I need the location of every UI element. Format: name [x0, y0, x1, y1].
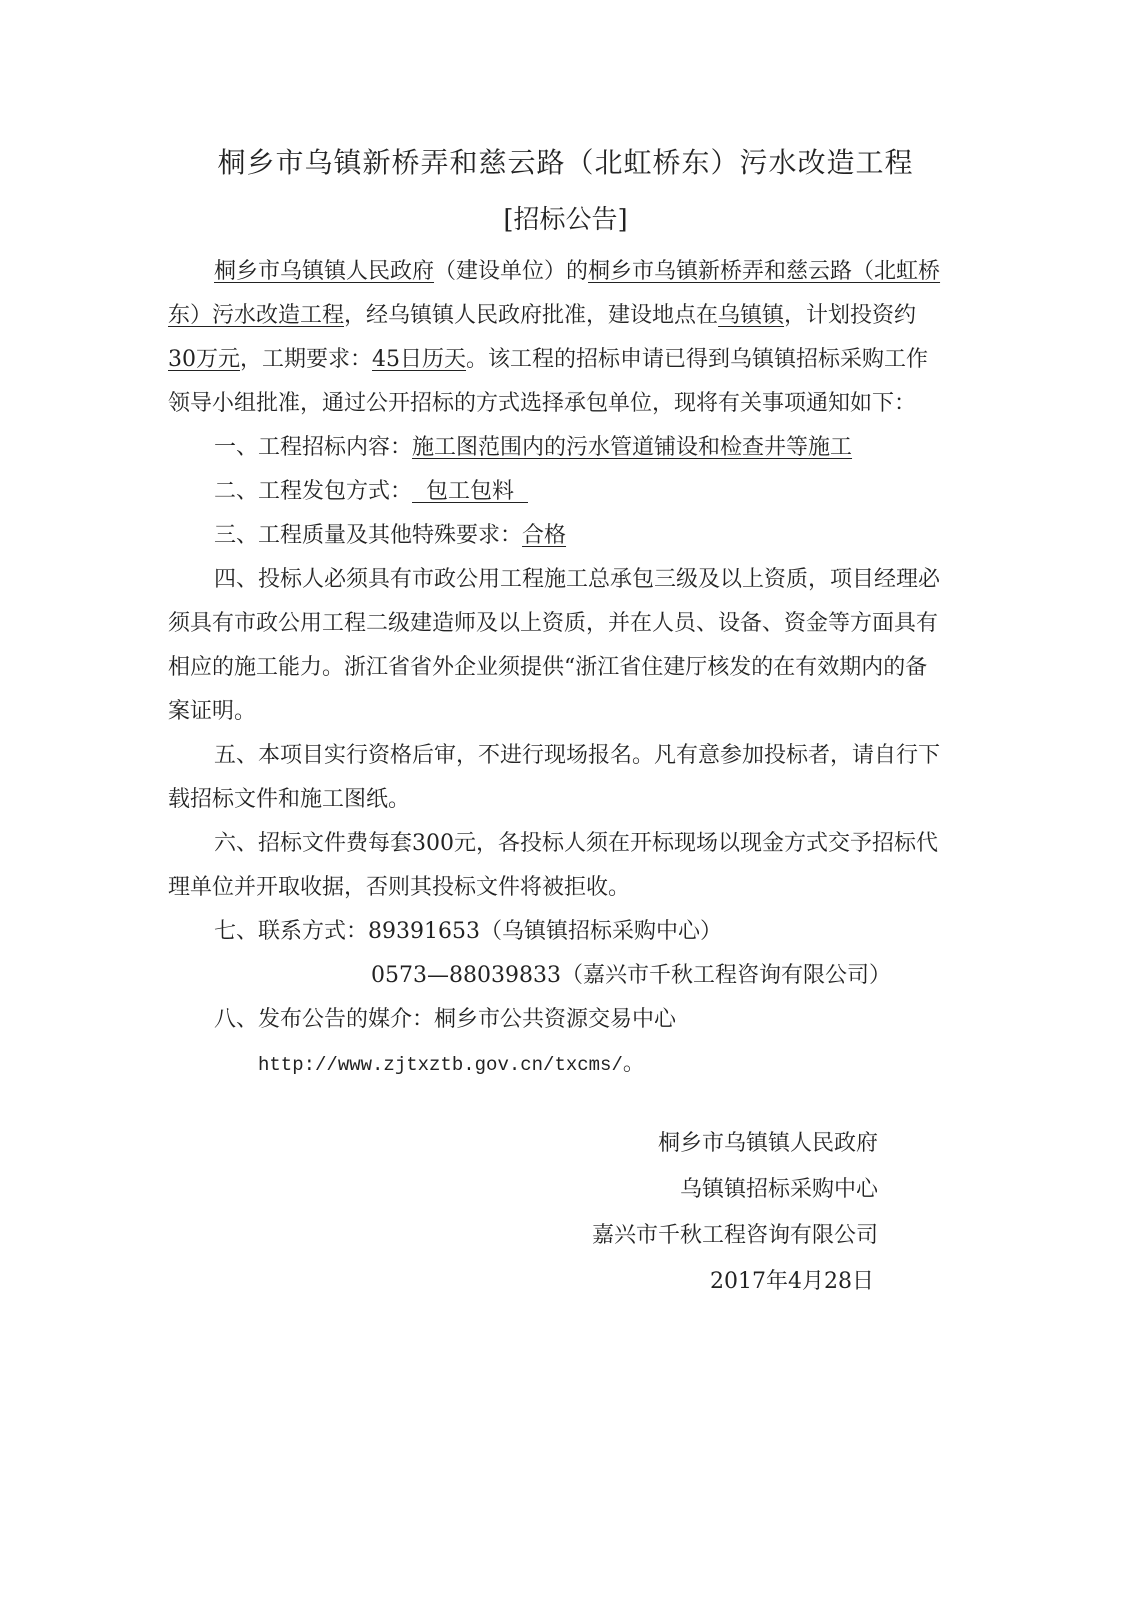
- item-1: [214, 433, 852, 463]
- item-4-line-2: 须具有市政公用工程二级建造师及以上资质，并在人员、设备、资金等方面具有: [168, 611, 939, 636]
- intro-line-2: [168, 301, 916, 331]
- signature-org-1: 桐乡市乌镇镇人民政府: [657, 1131, 878, 1156]
- page-title: 桐乡市乌镇新桥弄和慈云路（北虹桥东）污水改造工程: [217, 146, 914, 179]
- item-5-line-2: 载招标文件和施工图纸。: [168, 787, 411, 812]
- item-2-label: 二、工程发包方式：: [214, 479, 413, 504]
- construction-site: 乌镇镇: [718, 303, 785, 328]
- item-4-line-4: 案证明。: [168, 699, 257, 724]
- item-3: [214, 521, 566, 551]
- intro-text: ，工期要求：: [240, 347, 373, 372]
- item-6-line-1: 六、招标文件费每套300元，各投标人须在开标现场以现金方式交予招标代: [214, 831, 938, 856]
- signature-org-3: 嘉兴市千秋工程咨询有限公司: [591, 1223, 878, 1248]
- url-period: 。: [622, 1051, 645, 1076]
- builder-name: 桐乡市乌镇镇人民政府: [214, 259, 435, 284]
- intro-text: ，计划投资约: [784, 303, 917, 328]
- intro-text: 。该工程的招标申请已得到乌镇镇招标采购工作: [466, 347, 929, 372]
- intro-line-1: [214, 257, 940, 287]
- item-2-value: 包工包料: [412, 479, 528, 504]
- item-3-label: 三、工程质量及其他特殊要求：: [214, 523, 523, 548]
- signature-date: 2017年4月28日: [710, 1269, 874, 1294]
- item-8-url-line: [258, 1049, 645, 1080]
- item-4-line-1: 四、投标人必须具有市政公用工程施工总承包三级及以上资质，项目经理必: [214, 567, 941, 592]
- item-1-value: 施工图范围内的污水管道铺设和检查井等施工: [412, 435, 853, 460]
- page-subtitle: [招标公告]: [503, 205, 628, 235]
- intro-line-4: 领导小组批准，通过公开招标的方式选择承包单位，现将有关事项通知如下：: [168, 391, 917, 416]
- publication-url[interactable]: http://www.zjtxztb.gov.cn/txcms/: [258, 1054, 623, 1076]
- intro-text: ，经乌镇镇人民政府批准，建设地点在: [344, 303, 719, 328]
- item-8-line-1: 八、发布公告的媒介：桐乡市公共资源交易中心: [214, 1007, 677, 1032]
- item-1-label: 一、工程招标内容：: [214, 435, 413, 460]
- planned-investment: 30万元: [168, 347, 240, 372]
- item-5-line-1: 五、本项目实行资格后审，不进行现场报名。凡有意参加投标者，请自行下: [214, 743, 941, 768]
- item-4-line-3: 相应的施工能力。浙江省省外企业须提供“浙江省住建厅核发的在有效期内的备: [168, 655, 928, 680]
- item-7-line-2: 0573—88039833（嘉兴市千秋工程咨询有限公司）: [371, 963, 891, 988]
- project-name-part-1: 桐乡市乌镇新桥弄和慈云路（北虹桥: [588, 259, 941, 284]
- intro-text: （建设单位）的: [434, 259, 589, 284]
- project-name-part-2: 东）污水改造工程: [168, 303, 345, 328]
- item-2: [214, 477, 528, 507]
- item-3-value: 合格: [522, 523, 567, 548]
- intro-line-3: [168, 345, 928, 375]
- construction-period: 45日历天: [372, 347, 467, 372]
- item-6-line-2: 理单位并开取收据，否则其投标文件将被拒收。: [168, 875, 631, 900]
- item-7-line-1: 七、联系方式：89391653（乌镇镇招标采购中心）: [214, 919, 722, 944]
- signature-org-2: 乌镇镇招标采购中心: [679, 1177, 878, 1202]
